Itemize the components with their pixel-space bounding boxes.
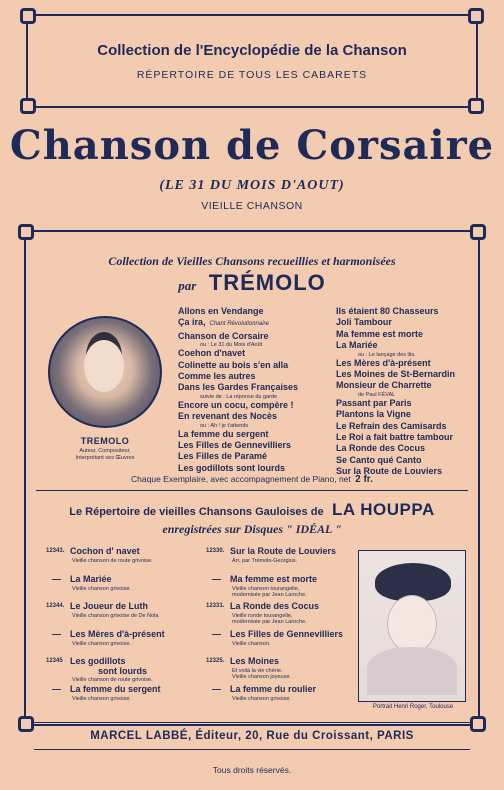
song-title-item: Ça ira, (178, 317, 206, 328)
record-title: La femme du sergent (70, 683, 161, 694)
song-title-item: Ils étaient 80 Chasseurs (336, 306, 439, 316)
record-desc: Vieille chanson grivoise de De Nola (72, 613, 159, 619)
list-item (336, 306, 455, 317)
ornament-icon (468, 8, 484, 24)
dash-mark: — (52, 573, 61, 584)
list-item (178, 360, 298, 371)
record-desc: modernisée par Jean Laroche. (232, 591, 307, 598)
tremolo-photo-sub1: Auteur, Compositeur, (79, 448, 131, 454)
song-note: ou : Le lançage des lits. (358, 351, 416, 358)
list-item (336, 329, 455, 340)
record-title: La Ronde des Cocus (230, 601, 320, 611)
record-number: 12343. (46, 548, 65, 554)
song-title-item: Allons en Vendange (178, 306, 264, 316)
song-subtitle: VIEILLE CHANSON (201, 200, 303, 212)
tremolo-byline (0, 270, 504, 296)
list-item (336, 358, 455, 369)
section-divider (36, 490, 468, 491)
song-title-item: Le Refrain des Camisards (336, 420, 447, 431)
record-desc: modernisée par Jean Laroche. (232, 619, 307, 625)
houppa-record-list-1 (46, 546, 196, 716)
list-item (336, 443, 455, 454)
record-title-cont: sont lourds (98, 666, 147, 676)
record-desc: Vieille chanson grivoise. (72, 695, 131, 702)
song-title-item: Les godillots sont lourds (178, 462, 286, 473)
song-title-item: Monsieur de Charrette (336, 380, 432, 391)
record-number: 12330. (206, 548, 225, 554)
song-title-item: Se Canto qué Canto (336, 454, 422, 465)
list-item (178, 400, 298, 411)
record-item (46, 546, 196, 574)
record-title: Les Moines (230, 656, 280, 666)
song-title-item: Le Roi a fait battre tambour (336, 432, 454, 443)
record-item (206, 601, 356, 629)
record-desc: Vieille ronde tourangelle, (232, 613, 293, 619)
song-title-item: Plantons la Vigne (336, 409, 411, 420)
record-desc: Vieille chanson grivoise. (72, 640, 131, 647)
list-item (178, 331, 298, 342)
list-item (336, 421, 455, 432)
record-title: Le Joueur de Luth (70, 601, 149, 611)
tremolo-photo-caption: TREMOLO (80, 436, 130, 446)
song-title-item: Colinette au bois s'en alla (178, 359, 289, 370)
price-note-text: Chaque Exemplaire, avec accompagnement de Piano, net (131, 474, 351, 484)
song-title-item: Comme les autres (178, 371, 256, 382)
ornament-icon (20, 8, 36, 24)
record-number: 12345 (46, 658, 63, 664)
record-item (206, 656, 356, 684)
song-title-item: La Mariée (336, 340, 378, 351)
record-desc: Vieille chanson de route grivoise. (72, 677, 153, 683)
record-item (46, 656, 196, 684)
houppa-photo-credit: Portrait Henri Roger, Toulouse (372, 704, 454, 710)
houppa-portrait (358, 550, 466, 702)
tremolo-song-list-1 (178, 306, 298, 474)
list-item (336, 317, 455, 328)
list-item (178, 306, 298, 317)
song-title-item: Les Filles de Gennevilliers (178, 440, 292, 451)
ornament-icon (468, 98, 484, 114)
song-title-item: Les Mères d'à-présent (336, 357, 431, 368)
record-title: Ma femme est morte (230, 573, 318, 584)
record-item (46, 574, 196, 602)
tremolo-intro: Collection de Vieilles Chansons recueillies et harmonisées (108, 254, 396, 268)
record-number: 12344. (46, 603, 65, 609)
song-note: ou : Le 31 du Mois d'Août (200, 342, 263, 349)
collar-icon (367, 647, 457, 695)
song-title-item: La Ronde des Cocus (336, 443, 426, 454)
record-desc: Vieille chanson grivoise. (232, 695, 291, 702)
dash-mark: — (212, 573, 221, 584)
record-desc: Vieille chanson tourangelle, (232, 585, 300, 592)
record-title: La Mariée (70, 573, 112, 584)
record-item (46, 684, 196, 712)
record-item (206, 629, 356, 657)
collection-heading: Collection de l'Encyclopédie de la Chanson (97, 42, 407, 59)
song-title-item: Sur la Route de Louviers (336, 466, 443, 477)
list-item (336, 432, 455, 443)
repertoire-heading: RÉPERTOIRE DE TOUS LES CABARETS (136, 69, 368, 81)
record-title: Sur la Route de Louviers (230, 546, 337, 556)
list-item (178, 382, 298, 393)
list-item (336, 340, 455, 351)
song-title-item: Chanson de Corsaire (178, 330, 269, 341)
list-item (178, 440, 298, 451)
list-item (178, 348, 298, 359)
list-item (178, 317, 298, 330)
record-title: Les Filles de Gennevilliers (230, 628, 344, 639)
header-frame (26, 14, 478, 108)
par-label: par (178, 278, 197, 293)
list-item (336, 398, 455, 409)
houppa-record-list-2 (206, 546, 356, 716)
song-title-item: Les Filles de Paramé (178, 451, 268, 462)
houppa-name: LA HOUPPA (332, 500, 435, 519)
record-desc: Vieille chanson. (232, 640, 271, 647)
ornament-icon (470, 224, 486, 240)
rights-line: Tous droits réservés. (212, 765, 292, 775)
record-item (46, 629, 196, 657)
tremolo-song-list-2 (336, 306, 455, 478)
song-title-item: Joli Tambour (336, 317, 392, 328)
list-item (178, 411, 298, 422)
song-title-item: La femme du sergent (178, 428, 269, 439)
portrait-face-icon (387, 595, 437, 653)
song-title-item: Les Moines de St-Bernardin (336, 369, 456, 380)
song-title-item: Passant par Paris (336, 397, 412, 408)
song-title: Chanson de Corsaire (9, 122, 495, 169)
record-title: Cochon d' navet (70, 546, 140, 556)
record-desc: Vieille chanson grivoise. (72, 585, 131, 592)
list-item (336, 380, 455, 391)
ornament-icon (20, 98, 36, 114)
houppa-line1: Le Répertoire de vieilles Chansons Gauloises de (69, 506, 324, 518)
list-item (336, 409, 455, 420)
list-item (178, 429, 298, 440)
ornament-icon (18, 224, 34, 240)
list-item (336, 369, 455, 380)
song-title-item: Encore un cocu, compère ! (178, 399, 294, 410)
portrait-face-icon (84, 340, 124, 392)
list-item (178, 371, 298, 382)
dash-mark: — (52, 683, 61, 694)
song-title-item: Ma femme est morte (336, 328, 424, 339)
price-note (0, 474, 504, 485)
song-note: suivie de : La réponse du garde (200, 393, 278, 400)
record-item (206, 574, 356, 602)
record-number: 12331. (206, 603, 225, 609)
song-title-item: Coehon d'navet (178, 348, 246, 359)
list-item (178, 451, 298, 462)
dash-mark: — (52, 628, 61, 639)
song-title-item: En revenant des Nocès (178, 411, 278, 422)
record-item (206, 684, 356, 712)
price-value: 2 fr. (355, 474, 373, 485)
record-title: Les Mères d'à-présent (70, 628, 165, 639)
record-desc: Et voilà la vie chérie. (232, 668, 283, 674)
song-note: de Paul FÉVAL (358, 391, 396, 398)
houppa-line2: enregistrées sur Disques " IDÉAL " (162, 522, 342, 536)
song-date: (LE 31 DU MOIS D'AOUT) (159, 178, 345, 193)
song-title-item: Dans les Gardes Françaises (178, 382, 299, 393)
song-note: ou : Ah ! je t'attends (200, 422, 249, 429)
tremolo-portrait (48, 316, 162, 428)
record-number: 12325. (206, 658, 225, 664)
record-item (206, 546, 356, 574)
houppa-heading (0, 500, 504, 520)
record-title: La femme du roulier (230, 683, 317, 694)
song-extra: Chant Révolutionnaire (209, 321, 269, 328)
record-desc: Vieille chanson joyeuse. (232, 674, 291, 680)
dash-mark: — (212, 628, 221, 639)
publisher-line: MARCEL LABBÉ, Éditeur, 20, Rue du Croissant, PARIS (90, 730, 414, 742)
tremolo-photo-sub2: Interprétant ses Œuvres (75, 455, 135, 461)
dash-mark: — (212, 683, 221, 694)
record-desc: Arr. par Trémolo-Georgius. (232, 558, 298, 564)
record-item (46, 601, 196, 629)
record-title: Les godillots (70, 656, 126, 666)
record-desc: Vieille chanson de route grivoise. (72, 558, 153, 564)
list-item (336, 455, 455, 466)
list-item (178, 463, 298, 474)
tremolo-name: TRÉMOLO (208, 270, 326, 295)
